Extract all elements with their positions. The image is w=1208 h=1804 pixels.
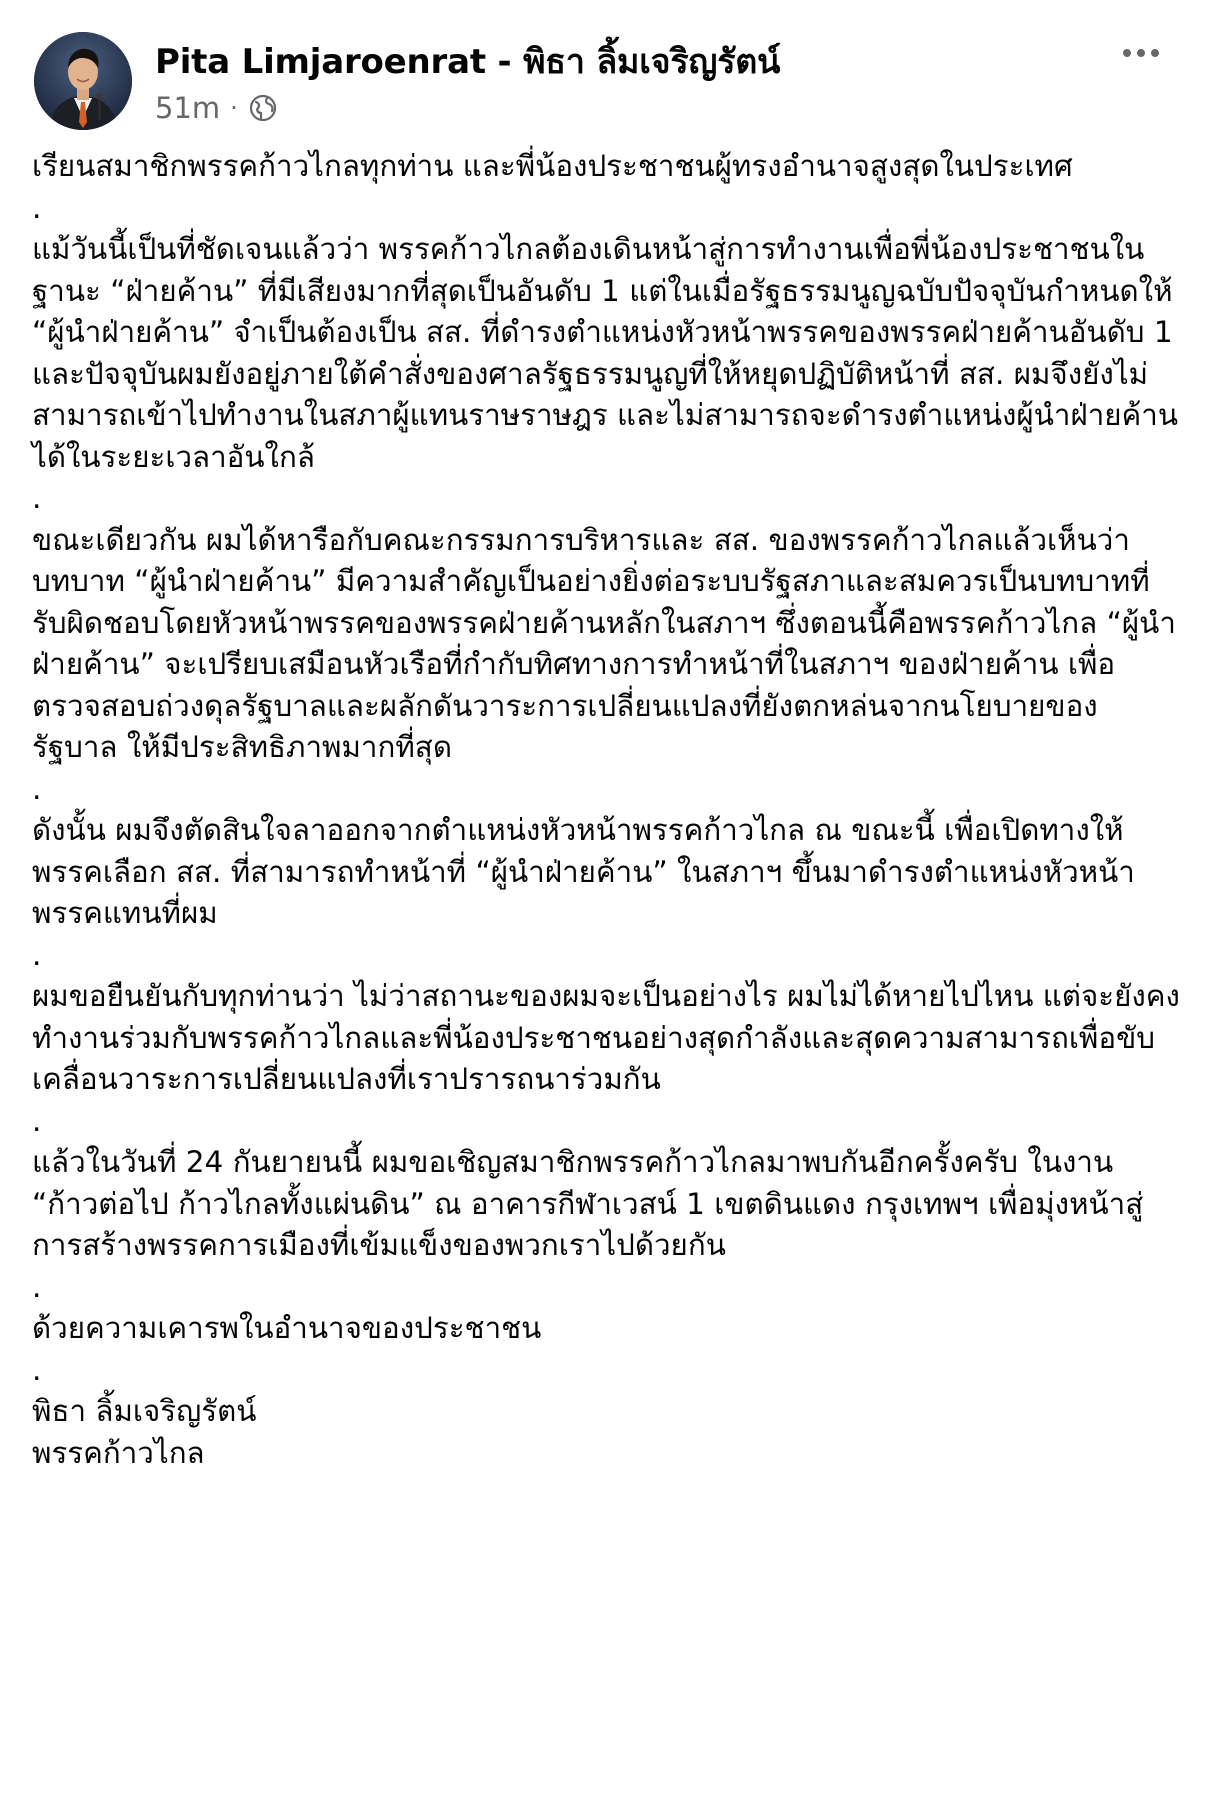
more-dot: [1151, 49, 1159, 57]
paragraph-separator: .: [32, 1103, 42, 1138]
post-paragraph-4: ดังนั้น ผมจึงตัดสินใจลาออกจากตำแหน่งหัวหน้าพรรคก้าวไกล ณ ขณะนี้ เพื่อเปิดทางให้พรรคเลือก สส. ที่สามารถทำหน้าที่ “ผู้นำฝ่ายค้าน” ในสภาฯ ขึ้นมาดำรงตำแหน่งหัวหน้าพรรคแทนที่ผม: [32, 813, 1135, 930]
post-paragraph-6: แล้วในวันที่ 24 กันยายนนี้ ผมขอเชิญสมาชิกพรรคก้าวไกลมาพบกันอีกครั้งครับ ในงาน “ก้าวต่อไป ก้าวไกลทั้งแผ่นดิน” ณ อาคารกีฬาเวสน์ 1 เขตดินแดง กรุงเทพฯ เพื่อมุ่งหน้าสู่การสร้างพรรคการเมืองที่เข้มแข็งของพวกเราไปด้วยกัน: [32, 1145, 1144, 1262]
post-signature: พิธา ลิ้มเจริญรัตน์ พรรคก้าวไกล: [32, 1394, 257, 1470]
paragraph-separator: .: [32, 1269, 42, 1304]
author-name[interactable]: Pita Limjaroenrat - พิธา ลิ้มเจริญรัตน์: [155, 42, 781, 82]
more-dot: [1123, 49, 1131, 57]
meta-separator: ·: [230, 94, 238, 122]
paragraph-separator: .: [32, 1352, 42, 1387]
post-header: [34, 32, 1174, 132]
paragraph-separator: .: [32, 190, 42, 225]
paragraph-separator: .: [32, 481, 42, 515]
post-text: [32, 146, 1182, 1474]
post-paragraph-5: ผมขอยืนยันกับทุกท่านว่า ไม่ว่าสถานะของผมจะเป็นอย่างไร ผมไม่ได้หายไปไหน แต่จะยังคงทำงานร่วมกับพรรคก้าวไกลและพี่น้องประชาชนอย่างสุดกำลังและสุดความสามารถเพื่อขับเคลื่อนวาระการเปลี่ยนแปลงที่เราปรารถนาร่วมกัน: [32, 979, 1180, 1096]
post-paragraph-2: แม้วันนี้เป็นที่ชัดเจนแล้วว่า พรรคก้าวไกลต้องเดินหน้าสู่การทำงานเพื่อพี่น้องประชาชนในฐานะ “ฝ่ายค้าน” ที่มีเสียงมากที่สุดเป็นอันดับ 1 แต่ในเมื่อรัฐธรรมนูญฉบับปัจจุบันกำหนดให้ “ผู้นำฝ่ายค้าน” จำเป็นต้องเป็น สส. ที่ดำรงตำแหน่งหัวหน้าพรรคของพรรคฝ่ายค้านอันดับ 1 และปัจจุบันผมยังอยู่ภายใต้คำสั่งของศาลรัฐธรรมนูญที่ให้หยุดปฏิบัติหน้าที่ สส. ผมจึงยังไม่สามารถเข้าไปทำงานในสภาผู้แทนราษราษฎร และไม่สามารถจะดำรงตำแหน่งผู้นำฝ่ายค้านได้ในระยะเวลาอันใกล้: [32, 232, 1179, 474]
paragraph-separator: .: [32, 937, 42, 972]
post-paragraph-7: ด้วยความเคารพในอำนาจของประชาชน: [32, 1311, 542, 1345]
post-timestamp[interactable]: 51m: [155, 91, 221, 125]
post-paragraph-3: ขณะเดียวกัน ผมได้หารือกับคณะกรรมการบริหารและ สส. ของพรรคก้าวไกลแล้วเห็นว่า บทบาท “ผู้นำฝ่ายค้าน” มีความสำคัญเป็นอย่างยิ่งต่อระบบรัฐสภาและสมควรเป็นบทบาทที่รับผิดชอบโดยหัวหน้าพรรคของพรรคฝ่ายค้านหลักในสภาฯ ซึ่งตอนนี้คือพรรคก้าวไกล “ผู้นำฝ่ายค้าน” จะเปรียบเสมือนหัวเรือที่กำกับทิศทางการทำหน้าที่ในสภาฯ ของฝ่ายค้าน เพื่อตรวจสอบถ่วงดุลรัฐบาลและผลักดันวาระการเปลี่ยนแปลงที่ยังตกหล่นจากนโยบายของรัฐบาล ให้มีประสิทธิภาพมากที่สุด: [32, 522, 1176, 764]
profile-photo-icon: [34, 32, 132, 130]
more-options-icon[interactable]: [1116, 38, 1166, 68]
paragraph-separator: .: [32, 771, 42, 806]
post-meta: [155, 88, 278, 128]
globe-icon[interactable]: [248, 93, 278, 123]
post-paragraph-1: เรียนสมาชิกพรรคก้าวไกลทุกท่าน และพี่น้องประชาชนผู้ทรงอำนาจสูงสุดในประเทศ: [32, 149, 1073, 183]
more-dot: [1137, 49, 1145, 57]
profile-avatar[interactable]: [34, 32, 132, 130]
